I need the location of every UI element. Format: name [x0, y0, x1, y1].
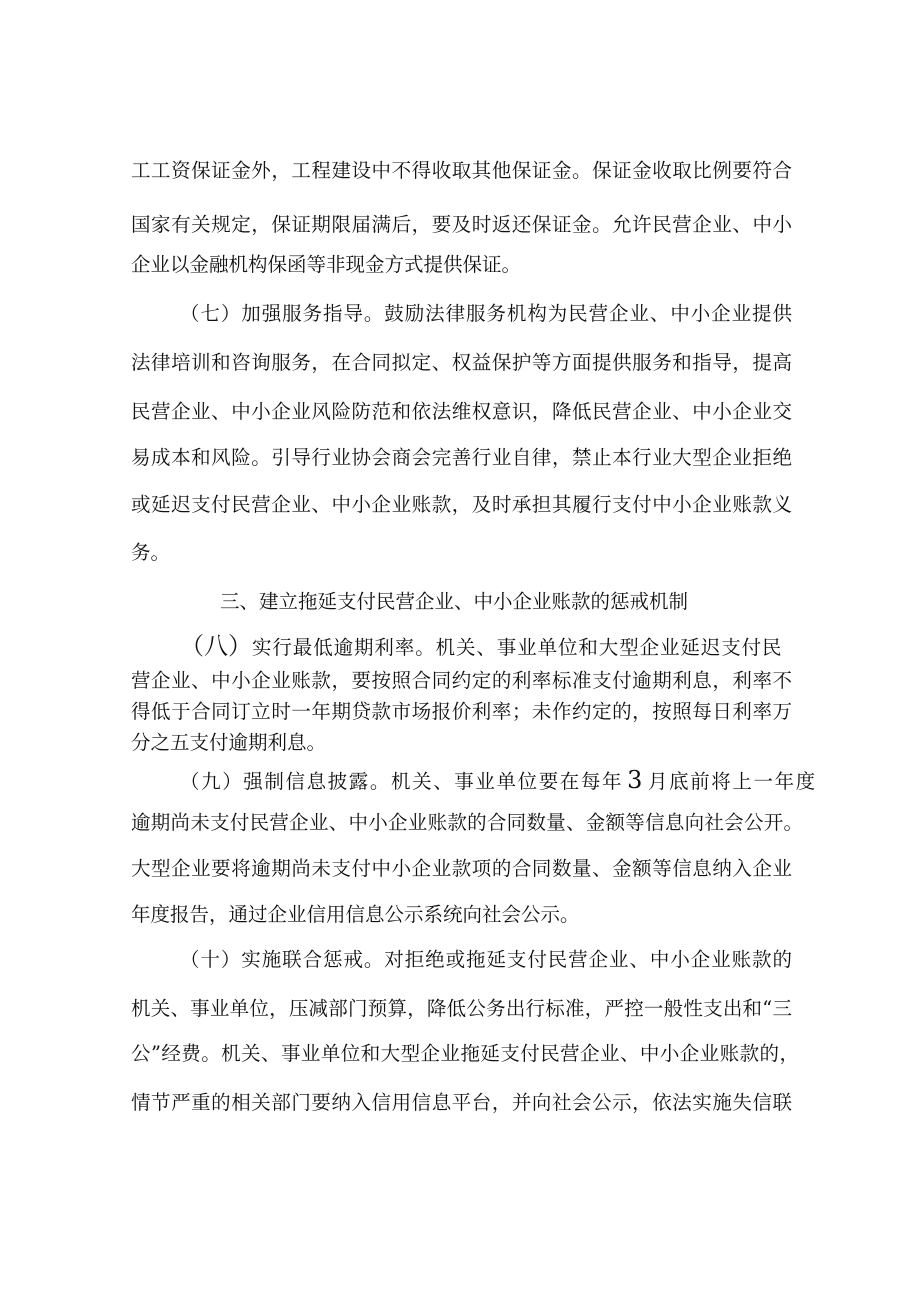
para8-label: （八）	[180, 632, 252, 660]
para8-line-1-text: 实行最低逾期利率。机关、事业单位和大型企业延迟支付民	[252, 636, 783, 659]
para9-lead: （九）强制信息披露。机关、事业单位要在每年	[180, 770, 624, 793]
para9-tail: 月底前将上一年度	[647, 770, 817, 793]
para9-month-number: 3	[627, 766, 644, 794]
document-page: 工工资保证金外，工程建设中不得收取其他保证金。保证金收取比例要符合 国家有关规定，保证期限届满后，要及时返还保证金。允许民营企业、中小 企业以金融机构保函等非现金方式提供保证。 （七）加强服务指导。鼓励法律服务机构为民营企业、中小企业提供 法律培训和咨询服务，在合同拟定、权益保护等方面提供服务和指导，提高 民营企业、中小企业风险防范和依法维权意识，降低民营企业、中小企业交 易成本和风险。引导行业协会商会完善行业自律，禁止本行业大型企业拒绝 或延迟支付民营企业、中小企业账款，及时承担其履行支付中小企业账款义 务。 三、建立拖延支付民营企业、中小企业账款的惩戒机制 （八）实行最低逾期利率。机关、事业单位和大型企业延迟支付民 营企业、中小企业账款，要按照合同约定的利率标准支付逾期利息，利率不 得低于合同订立时一年期贷款市场报价利率；未作约定的，按照每日利率万 分之五支付逾期利息。 （九）强制信息披露。机关、事业单位要在每年 3 月底前将上一年度 逾期尚未支付民营企业、中小企业账款的合同数量、金额等信息向社会公开。 大型企业要将逾期尚未支付中小企业款项的合同数量、金额等信息纳入企业 年度报告，通过企业信用信息公示系统向社会公示。 （十）实施联合惩戒。对拒绝或拖延支付民营企业、中小企业账款的 机关、事业单位，压减部门预算，降低公务出行标准，严控一般性支出和“三 公”经费。机关、事业单位和大型企业拖延支付民营企业、中小企业账款的， 情节严重的相关部门要纳入信用信息平台，并向社会公示，依法实施失信联	[131, 159, 817, 1114]
